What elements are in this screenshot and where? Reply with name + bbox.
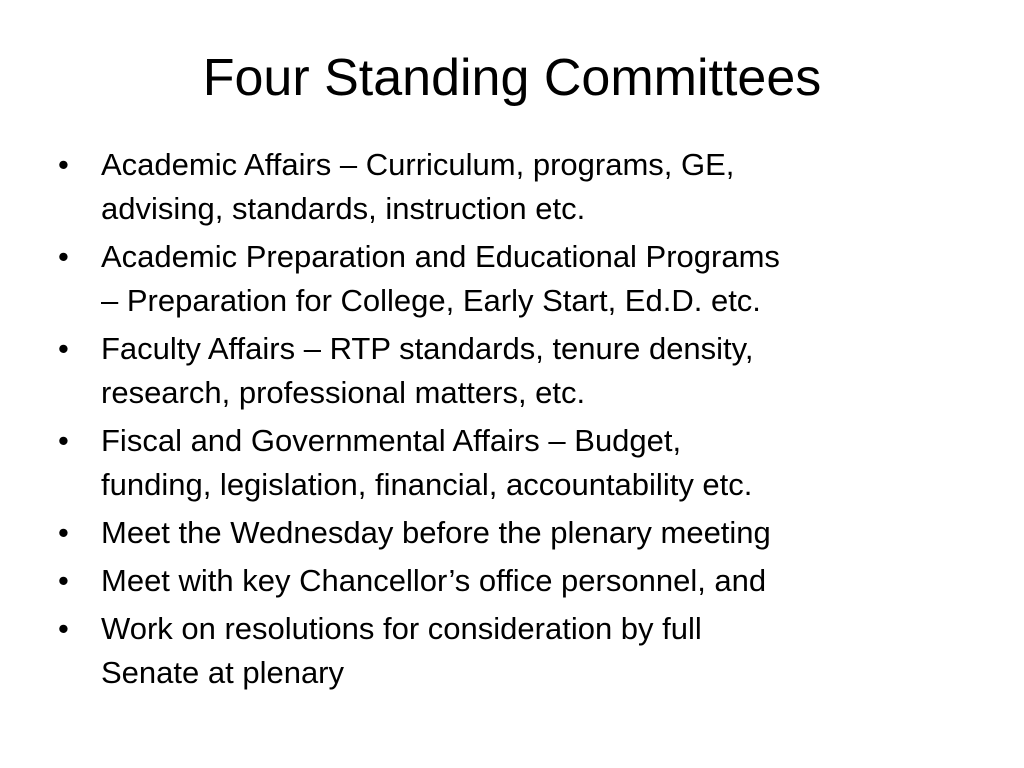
bullet-dot-icon: •	[58, 611, 69, 646]
bullet-dot-icon: •	[58, 331, 69, 366]
bullet-item	[58, 235, 978, 323]
slide-title: Four Standing Committees	[202, 49, 822, 107]
bullet-line: funding, legislation, financial, accountability etc.	[101, 467, 753, 502]
bullet-text	[101, 235, 978, 323]
bullet-line: Academic Preparation and Educational Programs	[101, 239, 780, 274]
bullet-dot-icon: •	[58, 239, 69, 274]
bullet-dot-icon: •	[58, 423, 69, 458]
bullet-item	[58, 419, 978, 507]
bullet-item	[58, 511, 978, 555]
bullet-dot-icon: •	[58, 147, 69, 182]
bullet-line: Academic Affairs – Curriculum, programs, GE,	[101, 147, 735, 182]
bullet-line: Work on resolutions for consideration by full	[101, 611, 702, 646]
bullet-line: Meet the Wednesday before the plenary meeting	[101, 515, 771, 550]
bullet-item	[58, 607, 978, 695]
bullet-dot-icon: •	[58, 563, 69, 598]
bullet-item	[58, 327, 978, 415]
bullet-list	[58, 143, 978, 699]
bullet-line: – Preparation for College, Early Start, Ed.D. etc.	[101, 283, 761, 318]
bullet-line: advising, standards, instruction etc.	[101, 191, 586, 226]
bullet-text	[101, 511, 978, 555]
bullet-line: research, professional matters, etc.	[101, 375, 586, 410]
bullet-line: Faculty Affairs – RTP standards, tenure density,	[101, 331, 754, 366]
bullet-line: Meet with key Chancellor’s office personnel, and	[101, 563, 767, 598]
bullet-text	[101, 143, 978, 231]
bullet-text	[101, 327, 978, 415]
bullet-item	[58, 143, 978, 231]
bullet-item	[58, 559, 978, 603]
bullet-text	[101, 419, 978, 507]
bullet-line: Fiscal and Governmental Affairs – Budget,	[101, 423, 682, 458]
bullet-text	[101, 559, 978, 603]
bullet-dot-icon: •	[58, 515, 69, 550]
bullet-text	[101, 607, 978, 695]
bullet-line: Senate at plenary	[101, 655, 345, 690]
